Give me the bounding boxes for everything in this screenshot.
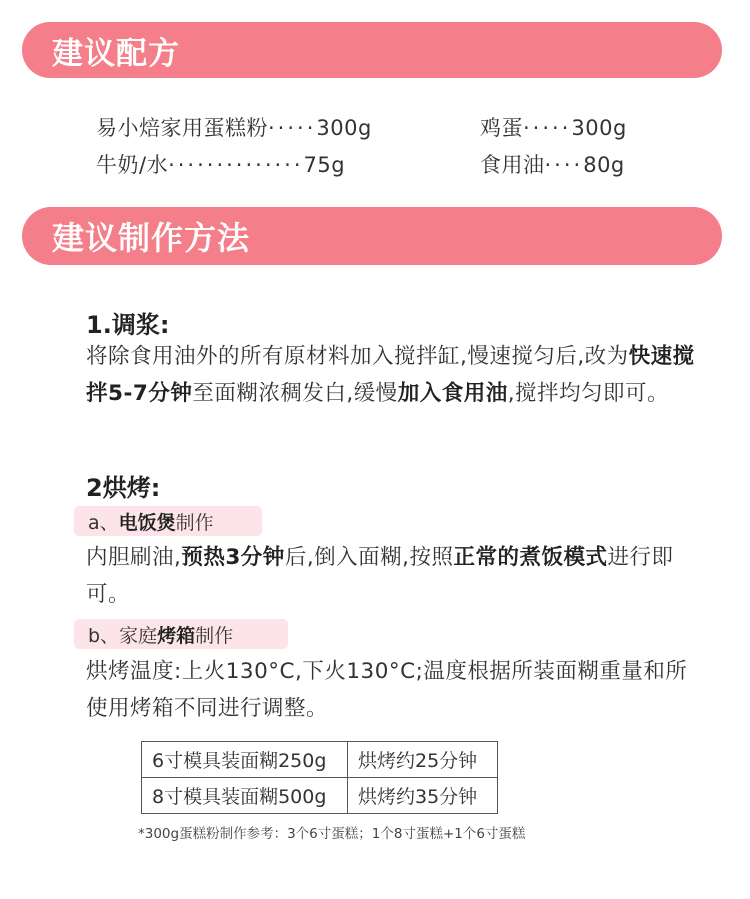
ingredient-milk-water: 牛奶/水··············75g <box>96 153 346 177</box>
rice-cooker-label: a、 电饭煲 制作 <box>74 506 262 536</box>
step1-paragraph: 将除食用油外的所有原材料加入搅拌缸,慢速搅匀后,改为快速搅拌5-7分钟至面糊浓稠发白,缓慢加入食用油,搅拌均匀即可。 <box>86 344 695 406</box>
oven-label: b、 家庭 烤箱 制作 <box>74 619 288 649</box>
oven-paragraph: 烘烤温度:上火130°C,下火130°C;温度根据所装面糊重量和所使用烤箱不同进行调整。 <box>86 659 688 721</box>
step1-heading: 1.调浆: <box>86 311 170 339</box>
table-cell-time: 烘烤约25分钟 <box>348 742 498 778</box>
section-title-recipe: 建议配方 <box>52 35 180 72</box>
section-title-method: 建议制作方法 <box>52 219 251 257</box>
ingredient-egg: 鸡蛋·····300g <box>480 116 627 140</box>
rice-cooker-paragraph: 内胆刷油,预热3分钟后,倒入面糊,按照正常的煮饭模式进行即可。 <box>86 545 674 607</box>
section-banner-recipe <box>22 22 722 78</box>
ingredient-cake-flour: 易小焙家用蛋糕粉·····300g <box>96 116 372 140</box>
table-row <box>142 778 498 814</box>
table-cell-mold: 6寸模具装面糊250g <box>142 742 348 778</box>
footnote: *300g蛋糕粉制作参考：3个6寸蛋糕；1个8寸蛋糕+1个6寸蛋糕 <box>138 826 526 842</box>
baking-time-table <box>141 741 498 814</box>
section-banner-method <box>22 207 722 265</box>
step2-heading: 2烘烤: <box>86 474 161 502</box>
table-cell-time: 烘烤约35分钟 <box>348 778 498 814</box>
table-row <box>142 742 498 778</box>
ingredient-oil: 食用油····80g <box>480 153 625 177</box>
table-cell-mold: 8寸模具装面糊500g <box>142 778 348 814</box>
